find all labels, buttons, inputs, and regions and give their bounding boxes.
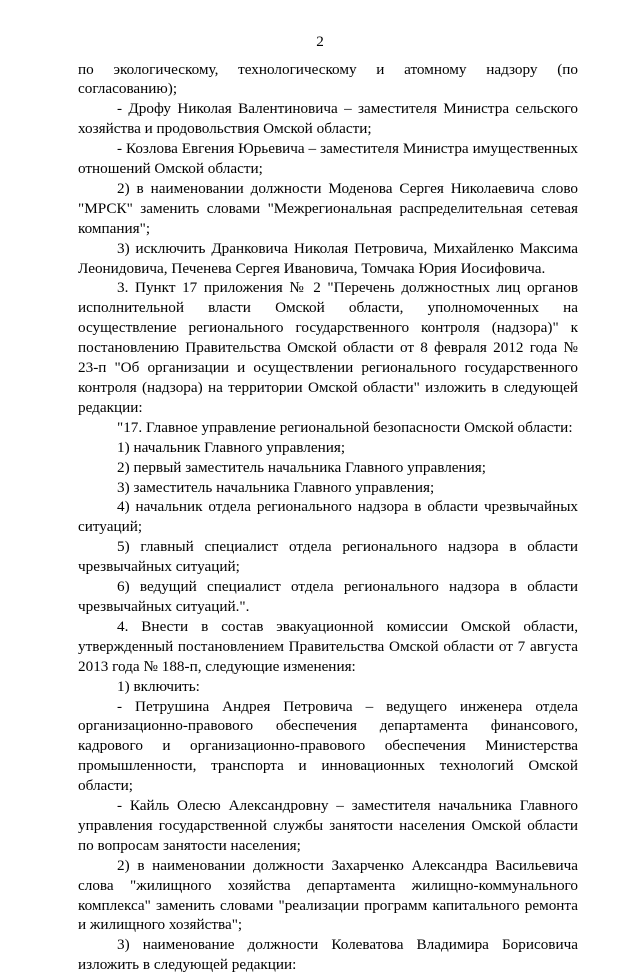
- paragraph: 3) исключить Дранковича Николая Петровича, Михайленко Максима Леонидовича, Печенева Сергея Ивановича, Томчака Юрия Иосифовича.: [78, 239, 578, 279]
- paragraph: 1) включить:: [78, 677, 578, 697]
- paragraph: 6) ведущий специалист отдела регионального надзора в области чрезвычайных ситуаций.".: [78, 577, 578, 617]
- paragraph: - Кайль Олесю Александровну – заместителя начальника Главного управления государственной службы занятости населения Омской области по вопросам занятости населения;: [78, 796, 578, 856]
- paragraph: - Петрушина Андрея Петровича – ведущего инженера отдела организационно-правового обеспечения департамента финансового, кадрового и организационно-правового обеспечения Министерства промышленности, транспорта и инновационных технологий Омской области;: [78, 697, 578, 797]
- paragraph: 4) начальник отдела регионального надзора в области чрезвычайных ситуаций;: [78, 497, 578, 537]
- paragraph: 1) начальник Главного управления;: [78, 438, 578, 458]
- paragraph: 4. Внести в состав эвакуационной комиссии Омской области, утвержденный постановлением Правительства Омской области от 7 августа 2013 года № 188-п, следующие изменения:: [78, 617, 578, 677]
- paragraph: 2) в наименовании должности Моденова Сергея Николаевича слово "МРСК" заменить словами "Межрегиональная распределительная сетевая компания";: [78, 179, 578, 239]
- document-body: [78, 60, 578, 975]
- paragraph: 3) заместитель начальника Главного управления;: [78, 478, 578, 498]
- paragraph: по экологическому, технологическому и атомному надзору (по согласованию);: [78, 60, 578, 100]
- paragraph: 2) в наименовании должности Захарченко Александра Васильевича слова "жилищного хозяйства департамента жилищно-коммунального комплекса" заменить словами "реализации программ капитального ремонта и жилищного хозяйства";: [78, 856, 578, 936]
- page-number: 2: [0, 33, 640, 51]
- paragraph: 3. Пункт 17 приложения № 2 "Перечень должностных лиц органов исполнительной власти Омской области, уполномоченных на осуществление регионального государственного контроля (надзора)" к постановлению Правительства Омской области от 8 февраля 2012 года № 23-п "Об организации и осуществлении регионального государственного контроля (надзора) на территории Омской области" изложить в следующей редакции:: [78, 278, 578, 417]
- paragraph: 3) наименование должности Колеватова Владимира Борисовича изложить в следующей редакции:: [78, 935, 578, 975]
- paragraph: 2) первый заместитель начальника Главного управления;: [78, 458, 578, 478]
- paragraph: - Дрофу Николая Валентиновича – заместителя Министра сельского хозяйства и продовольствия Омской области;: [78, 99, 578, 139]
- paragraph: - Козлова Евгения Юрьевича – заместителя Министра имущественных отношений Омской области;: [78, 139, 578, 179]
- paragraph: "17. Главное управление региональной безопасности Омской области:: [78, 418, 578, 438]
- paragraph: 5) главный специалист отдела регионального надзора в области чрезвычайных ситуаций;: [78, 537, 578, 577]
